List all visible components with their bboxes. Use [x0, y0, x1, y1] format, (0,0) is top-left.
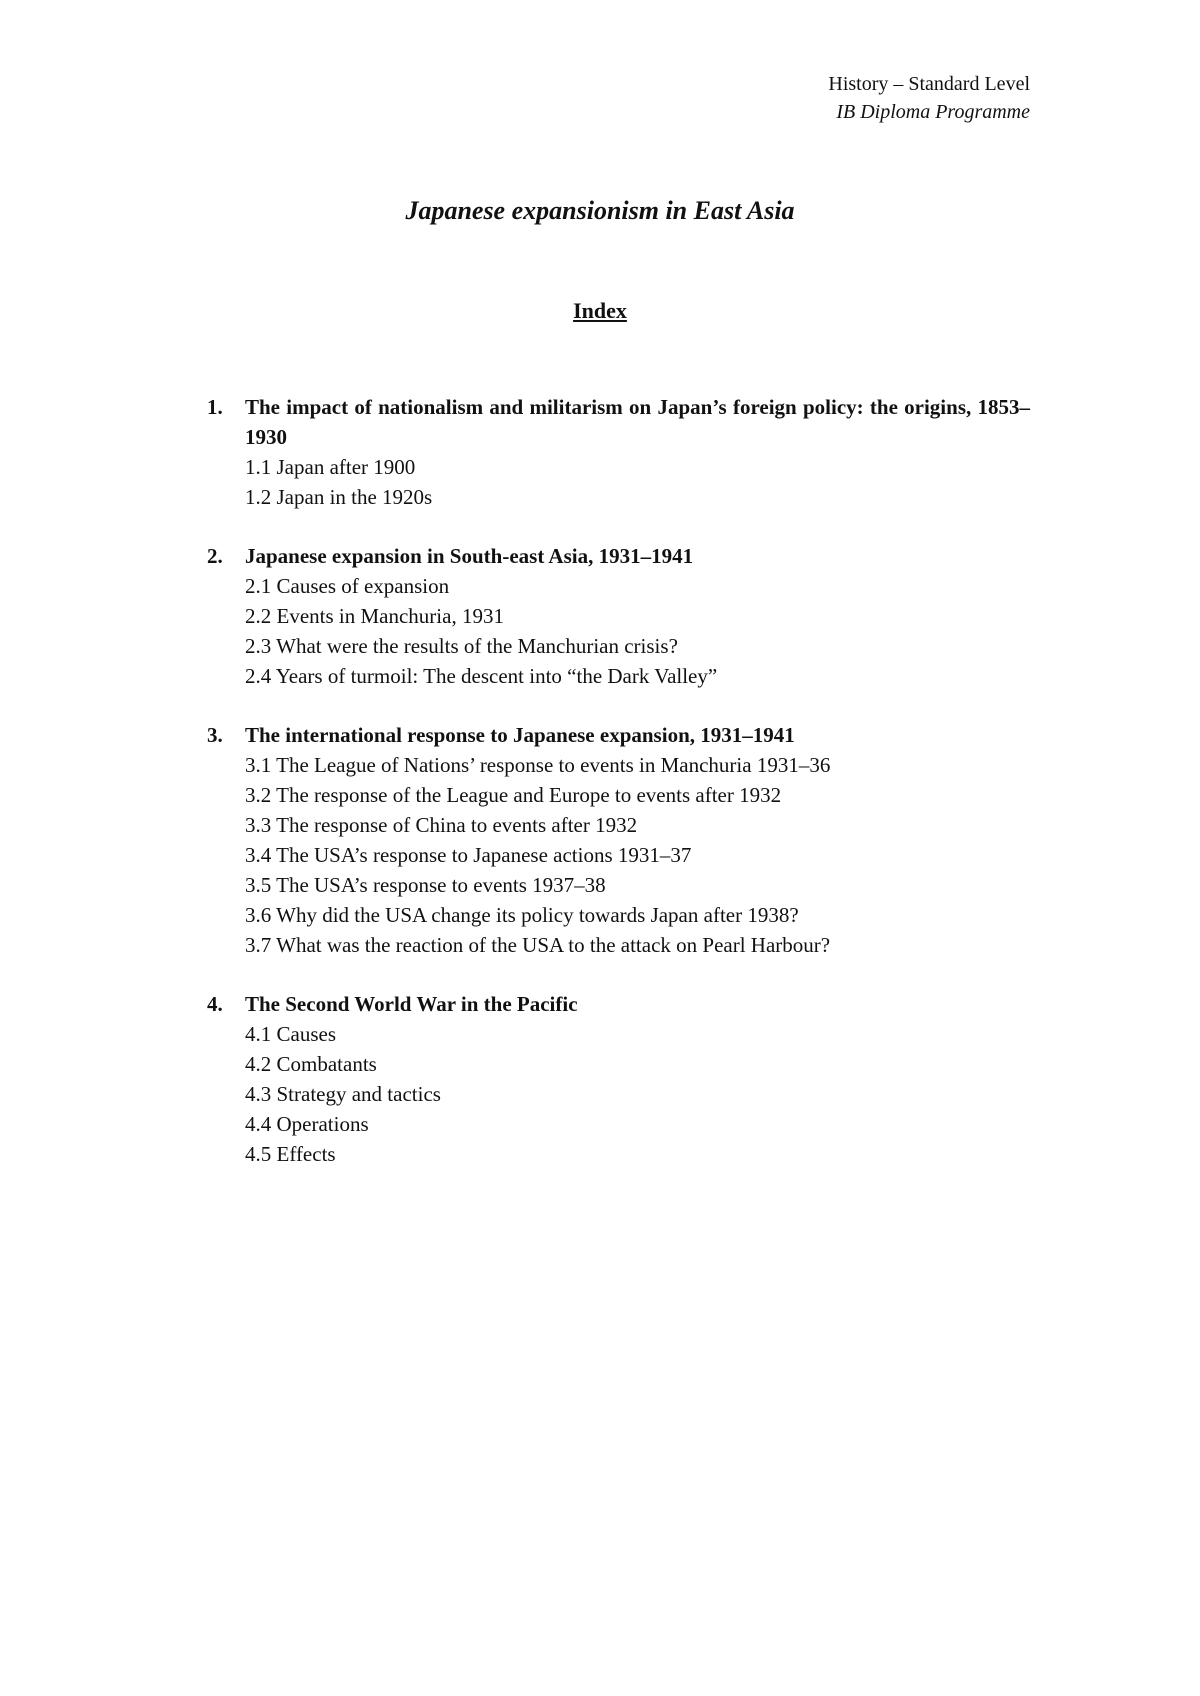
subsection-item: 2.2 Events in Manchuria, 1931: [245, 604, 504, 628]
subsection-item: 2.4 Years of turmoil: The descent into “the Dark Valley”: [245, 664, 718, 688]
section-heading: [207, 541, 1030, 571]
toc-section: [207, 541, 1030, 691]
subsection-item: 3.1 The League of Nations’ response to events in Manchuria 1931–36: [245, 753, 831, 777]
header-course: History – Standard Level: [828, 73, 1030, 95]
subsection-item: 4.5 Effects: [245, 1142, 336, 1166]
section-number: 2.: [207, 544, 223, 568]
table-of-contents: [207, 392, 1030, 1198]
section-heading: [207, 720, 1030, 750]
section-heading: [207, 989, 1030, 1019]
subsection-item: 4.4 Operations: [245, 1112, 369, 1136]
header-programme: IB Diploma Programme: [836, 101, 1030, 123]
subsection-list: [207, 452, 1030, 512]
subsection-item: 1.1 Japan after 1900: [245, 455, 416, 479]
section-number: 1.: [207, 395, 223, 419]
subsection-list: [207, 750, 1030, 960]
subsection-item: 2.3 What were the results of the Manchurian crisis?: [245, 634, 678, 658]
subsection-item: 4.3 Strategy and tactics: [245, 1082, 441, 1106]
page-header: [828, 70, 1030, 126]
subsection-item: 3.2 The response of the League and Europe to events after 1932: [245, 783, 782, 807]
section-title: The Second World War in the Pacific: [245, 992, 578, 1016]
subsection-item: 4.1 Causes: [245, 1022, 336, 1046]
subsection-item: 1.2 Japan in the 1920s: [245, 485, 433, 509]
toc-section: [207, 989, 1030, 1169]
subsection-item: 4.2 Combatants: [245, 1052, 377, 1076]
subsection-item: 3.4 The USA’s response to Japanese actions 1931–37: [245, 843, 692, 867]
subsection-item: 3.7 What was the reaction of the USA to the attack on Pearl Harbour?: [245, 933, 831, 957]
section-number: 3.: [207, 723, 223, 747]
section-number: 4.: [207, 992, 223, 1016]
section-title: Japanese expansion in South-east Asia, 1931–1941: [245, 544, 694, 568]
section-title: The international response to Japanese expansion, 1931–1941: [245, 723, 795, 747]
toc-section: [207, 392, 1030, 512]
document-title: Japanese expansionism in East Asia: [405, 196, 795, 225]
subsection-list: [207, 1019, 1030, 1169]
section-title: The impact of nationalism and militarism on Japan’s foreign policy: the origins, 1853–1930: [245, 395, 1030, 449]
subsection-item: 2.1 Causes of expansion: [245, 574, 450, 598]
subsection-item: 3.5 The USA’s response to events 1937–38: [245, 873, 606, 897]
index-heading: Index: [573, 298, 627, 323]
subsection-item: 3.6 Why did the USA change its policy towards Japan after 1938?: [245, 903, 799, 927]
subsection-list: [207, 571, 1030, 691]
toc-section: [207, 720, 1030, 960]
subsection-item: 3.3 The response of China to events after 1932: [245, 813, 638, 837]
section-heading: [207, 392, 1030, 452]
